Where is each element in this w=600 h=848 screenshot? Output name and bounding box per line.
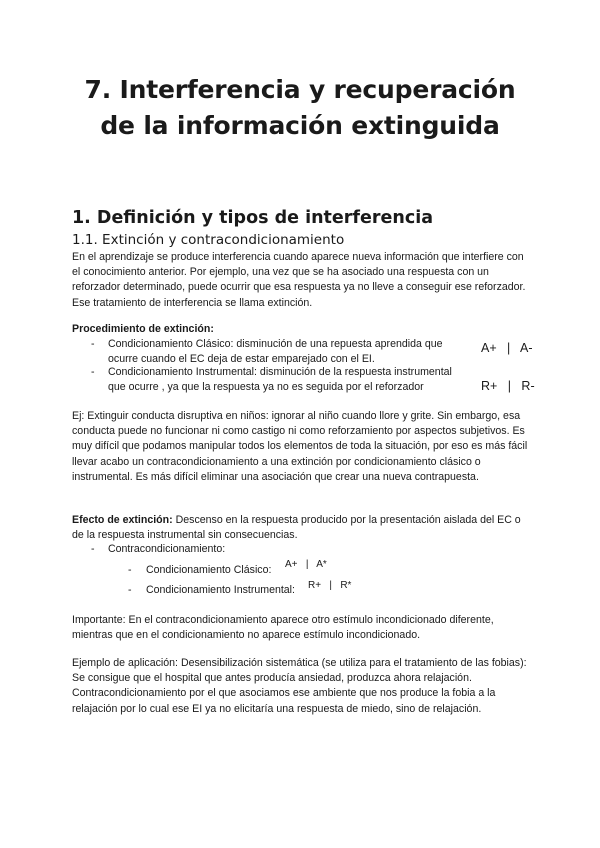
classic-extinction-symbol: A+ | A- (481, 341, 533, 355)
procedure-heading: Procedimiento de extinción: (72, 323, 214, 335)
procedure-item-instrumental-line2: que ocurre , ya que la respuesta ya no es seguida por el reforzador (108, 381, 424, 393)
instrumental-extinction-symbol: R+ | R- (481, 379, 535, 393)
counterconditioning-item: Contracondicionamiento: (108, 543, 226, 555)
important-paragraph: Importante: En el contracondicionamiento aparece otro estímulo incondicionado diferente, mientras que en el condicionamiento no aparece estímulo incondicionado. (72, 614, 494, 642)
subsection-heading: 1.1. Extinción y contracondicionamiento (72, 232, 345, 248)
bullet-dash: - (128, 564, 132, 576)
example-paragraph: Ej: Extinguir conducta disruptiva en niños: ignorar al niño cuando llore y grite. Sin embargo, esa conducta puede no funcionar ni como castigo ni como reforzamiento por aspectos subjetivos. Es muy difícil que podamos manipular todos los elementos de toda la situación, por eso es más fácil llevar acabo un contracondicionamiento a una extinción por condicionamiento clásico o instrumental. Es más difícil eliminar una asociación que crear una nueva contrapuesta. (72, 410, 528, 483)
procedure-item-classic-line1: Condicionamiento Clásico: disminución de una repuesta aprendida que (108, 338, 443, 350)
intro-paragraph: En el aprendizaje se produce interferencia cuando aparece nueva información que interfiere con el conocimiento anterior. Por ejemplo, una vez que se ha asociado una respuesta con un reforzador determinado, puede ocurrir que esa respuesta ya no lleve a conseguir ese reforzador. Ese tratamiento de interferencia se llama extinción. (72, 251, 526, 309)
effect-paragraph (72, 513, 532, 543)
application-paragraph: Ejemplo de aplicación: Desensibilización sistemática (se utiliza para el tratamiento de las fobias): Se consigue que el hospital que antes producía ansiedad, produzca ahora relajación. Contracondicionamiento por el que asociamos ese ambiente que nos produce la fobia a la relajación por lo cual ese EI ya no elicitaría una respuesta de miedo, sino de relajación. (72, 657, 527, 715)
bullet-dash: - (128, 584, 132, 596)
page-title (0, 72, 600, 144)
effect-label: Efecto de extinción: (72, 514, 173, 526)
procedure-item-classic-line2: ocurre cuando el EC deja de estar emparejado con el EI. (108, 353, 375, 365)
bullet-dash: - (91, 543, 95, 555)
title-line-1: 7. Interferencia y recuperación (84, 75, 516, 104)
section-heading: 1. Definición y tipos de interferencia (72, 208, 434, 228)
bullet-dash: - (91, 366, 95, 378)
bullet-dash: - (91, 338, 95, 350)
counterconditioning-instrumental-label: Condicionamiento Instrumental: (146, 584, 295, 596)
counterconditioning-classic-symbol: A+ | A* (285, 559, 327, 570)
procedure-item-instrumental-line1: Condicionamiento Instrumental: disminución de la respuesta instrumental (108, 366, 452, 378)
counterconditioning-classic-label: Condicionamiento Clásico: (146, 564, 272, 576)
effect-text: Descenso en la respuesta producido por la presentación aislada del EC o de la respuesta instrumental sin consecuencias. (72, 514, 521, 542)
title-line-2: de la información extinguida (100, 111, 500, 140)
counterconditioning-instrumental-symbol: R+ | R* (308, 580, 352, 591)
